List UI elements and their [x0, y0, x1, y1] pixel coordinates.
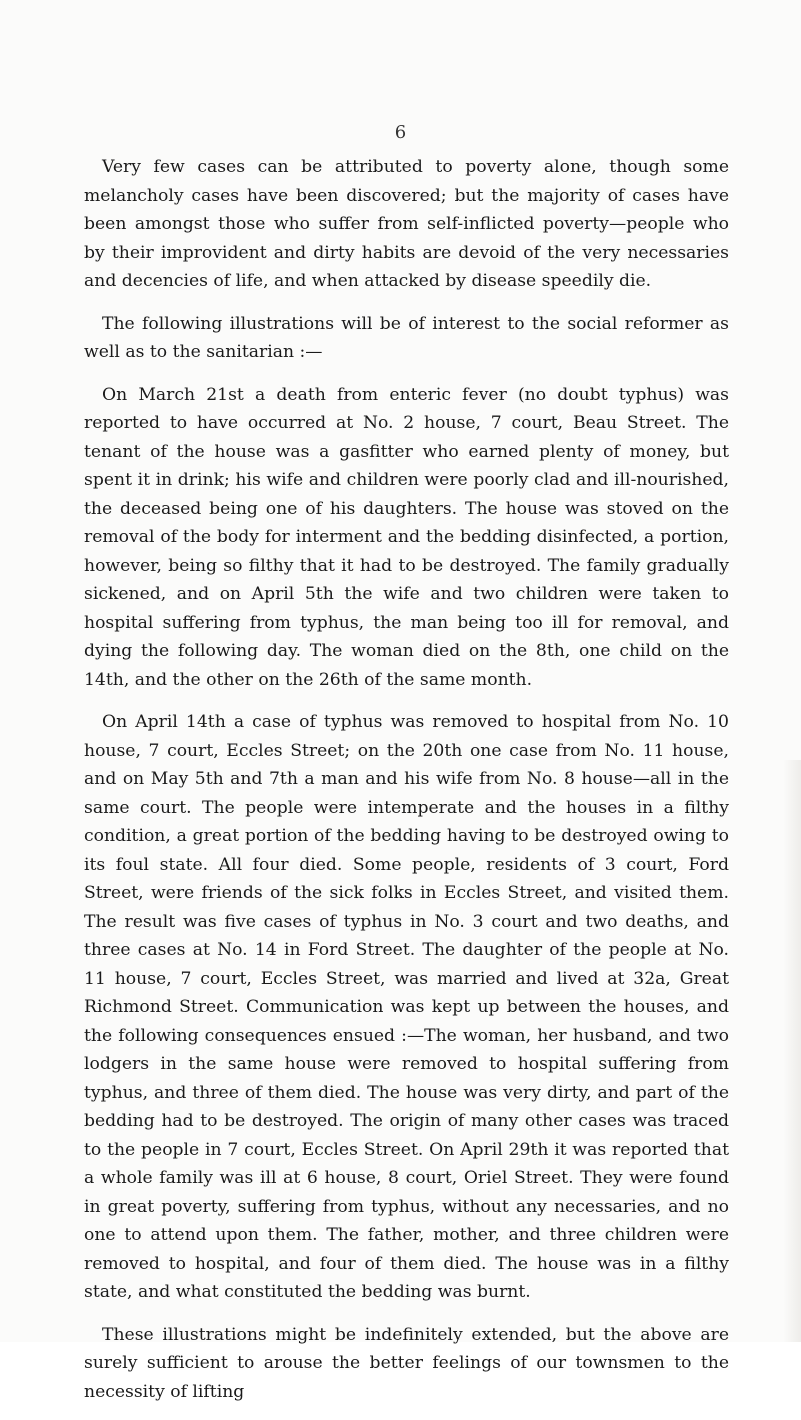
paragraph-illustrations-intro: The following illustrations will be of interest to the social reformer as well as to the sanitarian :—	[84, 313, 729, 362]
page-number: 6	[394, 122, 407, 143]
paragraph-poverty: Very few cases can be attributed to poverty alone, though some melancholy cases have been discovered; but the majority of cases have been amongst those who suffer from self-inflicted poverty—people who by their improvident and dirty habits are devoid of the very necessaries and decencies of life, and when attacked by disease speedily die.	[84, 157, 729, 291]
paragraph-conclusion: These illustrations might be indefinitely extended, but the above are surely sufficient to arouse the better feelings of our townsmen to the necessity of lifting	[84, 1324, 729, 1402]
page-edge-shadow	[783, 760, 801, 1342]
paragraph-beau-street: On March 21st a death from enteric fever (no doubt typhus) was reported to have occurred at No. 2 house, 7 court, Beau Street. The tenant of the house was a gasfitter who earned plenty of money, but spent it in drink; his wife and children were poorly clad and ill-nourished, the deceased being one of his daughters. The house was stoved on the removal of the body for interment and the bedding disinfected, a portion, however, being so filthy that it had to be destroyed. The family gradually sickened, and on April 5th the wife and two children were taken to hospital suffering from typhus, the man being too ill for removal, and dying the following day. The woman died on the 8th, one child on the 14th, and the other on the 26th of the same month.	[84, 384, 729, 690]
paragraph-eccles-street: On April 14th a case of typhus was removed to hospital from No. 10 house, 7 court, Eccles Street; on the 20th one case from No. 11 house, and on May 5th and 7th a man and his wife from No. 8 house—all in the same court. The people were intemperate and the houses in a filthy condition, a great portion of the bedding having to be destroyed owing to its foul state. All four died. Some people, residents of 3 court, Ford Street, were friends of the sick folks in Eccles Street, and visited them. The result was five cases of typhus in No. 3 court and two deaths, and three cases at No. 14 in Ford Street. The daughter of the people at No. 11 house, 7 court, Eccles Street, was married and lived at 32a, Great Richmond Street. Communication was kept up between the houses, and the following consequences ensued :—The woman, her husband, and two lodgers in the same house were removed to hospital suffering from typhus, and three of them died. The house was very dirty, and part of the bedding had to be destroyed. The origin of many other cases was traced to the people in 7 court, Eccles Street. On April 29th it was reported that a whole family was ill at 6 house, 8 court, Oriel Street. They were found in great poverty, suffering from typhus, without any necessaries, and no one to attend upon them. The father, mother, and three children were removed to hospital, and four of them died. The house was in a filthy state, and what constituted the bedding was burnt.	[84, 712, 729, 1302]
body-text	[84, 153, 729, 1420]
